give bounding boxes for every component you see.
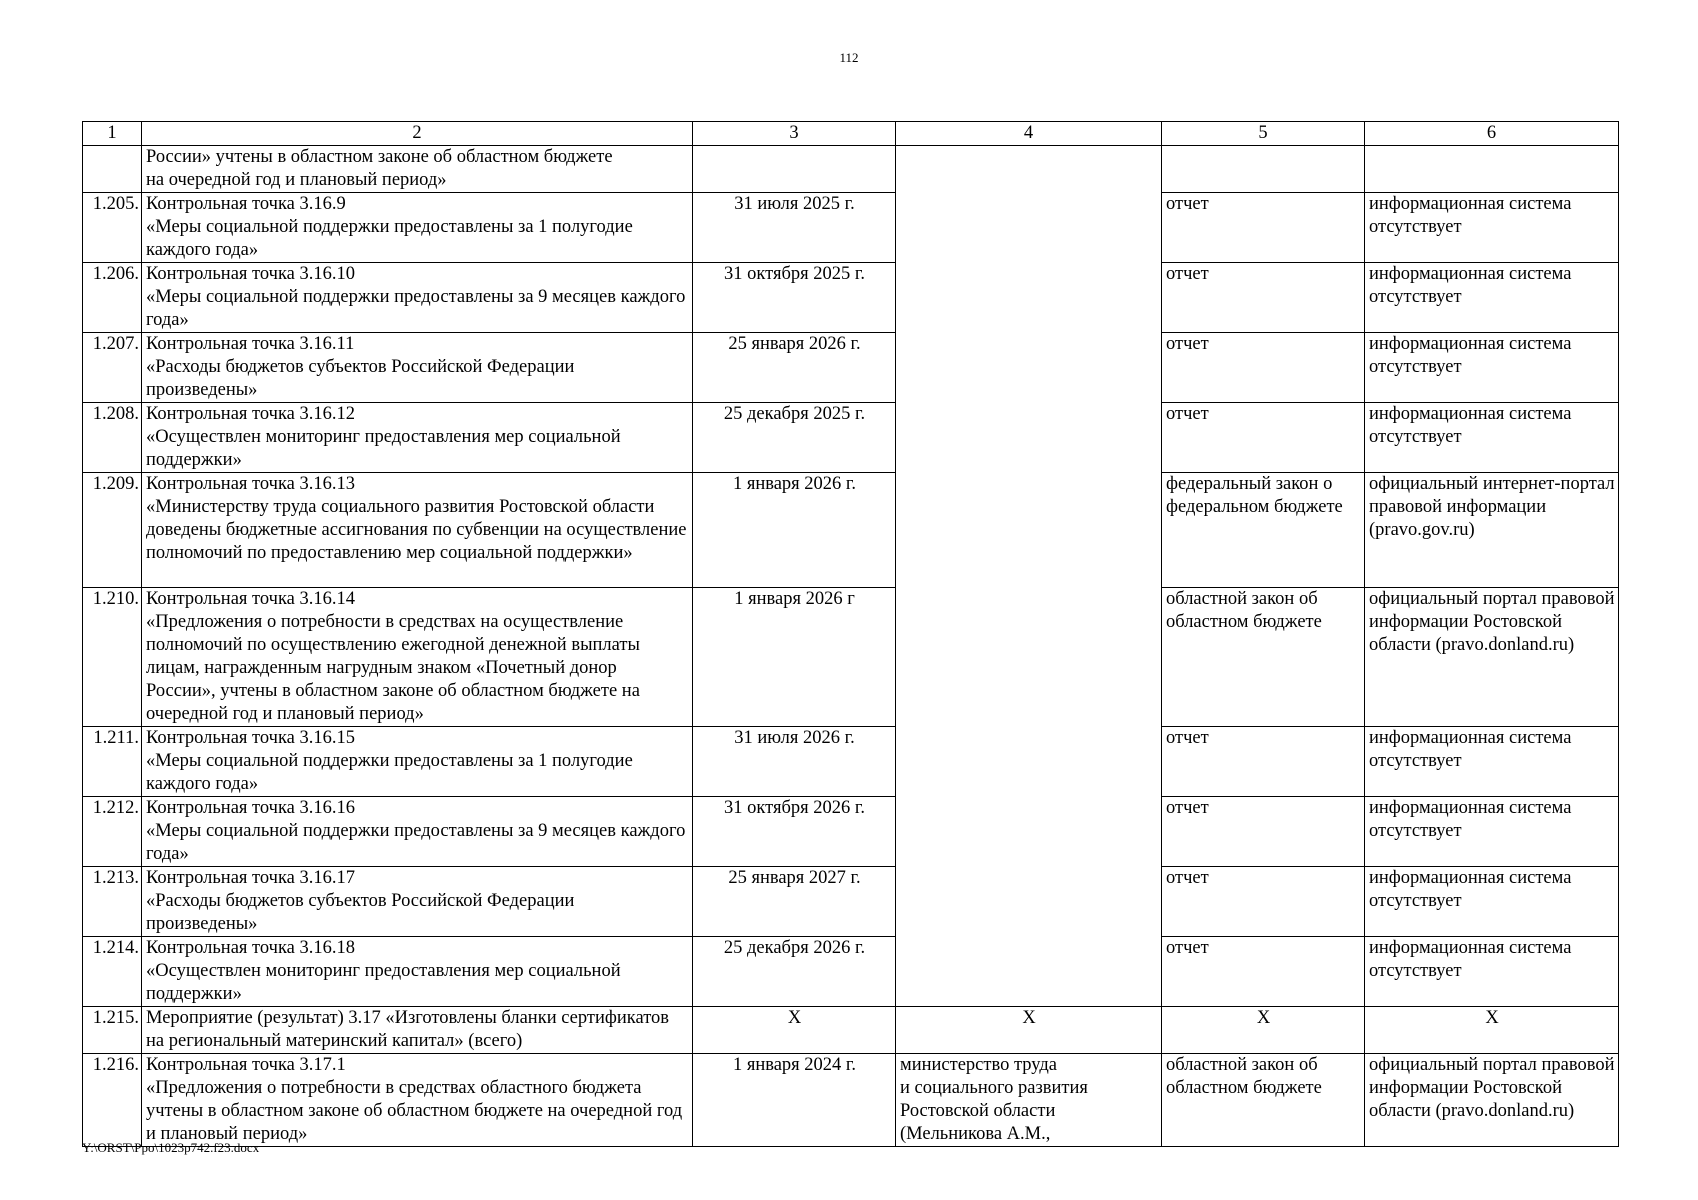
row-description: Контрольная точка 3.16.17 «Расходы бюджетов субъектов Российской Федерации произведены»: [142, 867, 693, 937]
row-system: информационная система отсутствует: [1365, 263, 1619, 333]
row-date: 31 июля 2026 г.: [693, 727, 896, 797]
row-description: Контрольная точка 3.16.16 «Меры социальной поддержки предоставлены за 9 месяцев каждого года»: [142, 797, 693, 867]
table-row: [83, 937, 1619, 1007]
row-responsible: [896, 867, 1162, 937]
row-document: Х: [1162, 1007, 1365, 1054]
table-row: [83, 797, 1619, 867]
row-document: отчет: [1162, 333, 1365, 403]
row-date: 25 декабря 2025 г.: [693, 403, 896, 473]
row-date: 1 января 2026 г.: [693, 473, 896, 588]
row-document: отчет: [1162, 193, 1365, 263]
row-document: федеральный закон о федеральном бюджете: [1162, 473, 1365, 588]
column-header-1: 1: [83, 122, 142, 146]
row-document: отчет: [1162, 867, 1365, 937]
row-description: Контрольная точка 3.16.10 «Меры социальной поддержки предоставлены за 9 месяцев каждого года»: [142, 263, 693, 333]
row-system: информационная система отсутствует: [1365, 867, 1619, 937]
row-document: отчет: [1162, 797, 1365, 867]
table-row: [83, 1007, 1619, 1054]
row-number: 1.209.: [83, 473, 142, 588]
row-document: отчет: [1162, 403, 1365, 473]
column-header-6: 6: [1365, 122, 1619, 146]
table-row: [83, 403, 1619, 473]
row-date: 25 декабря 2026 г.: [693, 937, 896, 1007]
page-number: 112: [839, 50, 859, 65]
row-responsible: [896, 937, 1162, 1007]
column-header-4: 4: [896, 122, 1162, 146]
table-row: [83, 333, 1619, 403]
row-date: 25 января 2027 г.: [693, 867, 896, 937]
row-number: 1.215.: [83, 1007, 142, 1054]
row-date: 31 октября 2026 г.: [693, 797, 896, 867]
row-system: официальный портал правовой информации Ростовской области (pravo.donland.ru): [1365, 588, 1619, 727]
continuation-row: [83, 146, 1619, 193]
row-description: Контрольная точка 3.16.9 «Меры социальной поддержки предоставлены за 1 полугодие каждого года»: [142, 193, 693, 263]
table-row: [83, 263, 1619, 333]
row-description: Контрольная точка 3.16.12 «Осуществлен мониторинг предоставления мер социальной поддержки»: [142, 403, 693, 473]
row-description: Контрольная точка 3.16.15 «Меры социальной поддержки предоставлены за 1 полугодие каждого года»: [142, 727, 693, 797]
row-description: Контрольная точка 3.17.1 «Предложения о потребности в средствах областного бюджета учтены в областном законе об областном бюджете на очередной год и плановый период»: [142, 1054, 693, 1147]
row-document: [1162, 146, 1365, 193]
row-description: России» учтены в областном законе об областном бюджете на очередной год и плановый период»: [142, 146, 693, 193]
row-description: Контрольная точка 3.16.18 «Осуществлен мониторинг предоставления мер социальной поддержки»: [142, 937, 693, 1007]
row-responsible: [896, 193, 1162, 263]
row-system: информационная система отсутствует: [1365, 937, 1619, 1007]
row-system: Х: [1365, 1007, 1619, 1054]
table-row: [83, 867, 1619, 937]
row-number: 1.206.: [83, 263, 142, 333]
column-header-3: 3: [693, 122, 896, 146]
row-number: 1.207.: [83, 333, 142, 403]
table-row: [83, 1054, 1619, 1147]
row-number: 1.211.: [83, 727, 142, 797]
row-number: 1.210.: [83, 588, 142, 727]
row-date: 1 января 2024 г.: [693, 1054, 896, 1147]
row-date: [693, 146, 896, 193]
column-header-2: 2: [142, 122, 693, 146]
row-date: 31 июля 2025 г.: [693, 193, 896, 263]
row-number: 1.216.: [83, 1054, 142, 1147]
row-date: 1 января 2026 г: [693, 588, 896, 727]
row-document: отчет: [1162, 727, 1365, 797]
row-system: официальный интернет-портал правовой информации (pravo.gov.ru): [1365, 473, 1619, 588]
row-description: Контрольная точка 3.16.14 «Предложения о потребности в средствах на осуществление полномочий по осуществлению ежегодной денежной выплаты лицам, награжденным нагрудным знаком «Почетный донор России», учтены в областном законе об областном бюджете на очередной год и плановый период»: [142, 588, 693, 727]
row-number: 1.208.: [83, 403, 142, 473]
row-description: Контрольная точка 3.16.13 «Министерству труда социального развития Ростовской области доведены бюджетные ассигнования по субвенции на осуществление полномочий по предоставлению мер социальной поддержки»: [142, 473, 693, 588]
row-system: информационная система отсутствует: [1365, 193, 1619, 263]
row-system: информационная система отсутствует: [1365, 403, 1619, 473]
row-document: отчет: [1162, 937, 1365, 1007]
column-number-header-row: [83, 122, 1619, 146]
row-document: областной закон об областном бюджете: [1162, 1054, 1365, 1147]
row-responsible: [896, 727, 1162, 797]
row-number: 1.213.: [83, 867, 142, 937]
row-number: 1.214.: [83, 937, 142, 1007]
row-responsible: [896, 797, 1162, 867]
row-system: информационная система отсутствует: [1365, 797, 1619, 867]
row-document: отчет: [1162, 263, 1365, 333]
table-row: [83, 727, 1619, 797]
row-number: [83, 146, 142, 193]
table-row: [83, 193, 1619, 263]
row-document: областной закон об областном бюджете: [1162, 588, 1365, 727]
row-description: Мероприятие (результат) 3.17 «Изготовлены бланки сертификатов на региональный материнский капитал» (всего): [142, 1007, 693, 1054]
row-responsible: министерство труда и социального развития Ростовской области (Мельникова А.М.,: [896, 1054, 1162, 1147]
row-responsible: [896, 588, 1162, 727]
row-system: [1365, 146, 1619, 193]
table-row: [83, 588, 1619, 727]
column-header-5: 5: [1162, 122, 1365, 146]
row-responsible: [896, 473, 1162, 588]
row-description: Контрольная точка 3.16.11 «Расходы бюджетов субъектов Российской Федерации произведены»: [142, 333, 693, 403]
control-points-table: [82, 121, 1619, 1147]
row-date: Х: [693, 1007, 896, 1054]
row-number: 1.212.: [83, 797, 142, 867]
row-date: 25 января 2026 г.: [693, 333, 896, 403]
table-row: [83, 473, 1619, 588]
row-responsible: [896, 146, 1162, 193]
row-responsible: [896, 403, 1162, 473]
row-responsible: [896, 333, 1162, 403]
row-responsible: Х: [896, 1007, 1162, 1054]
row-system: официальный портал правовой информации Ростовской области (pravo.donland.ru): [1365, 1054, 1619, 1147]
row-responsible: [896, 263, 1162, 333]
row-system: информационная система отсутствует: [1365, 727, 1619, 797]
row-system: информационная система отсутствует: [1365, 333, 1619, 403]
row-number: 1.205.: [83, 193, 142, 263]
row-date: 31 октября 2025 г.: [693, 263, 896, 333]
file-path-footer: Y:\ORST\Ppo\1023p742.f23.docx: [82, 1140, 260, 1155]
